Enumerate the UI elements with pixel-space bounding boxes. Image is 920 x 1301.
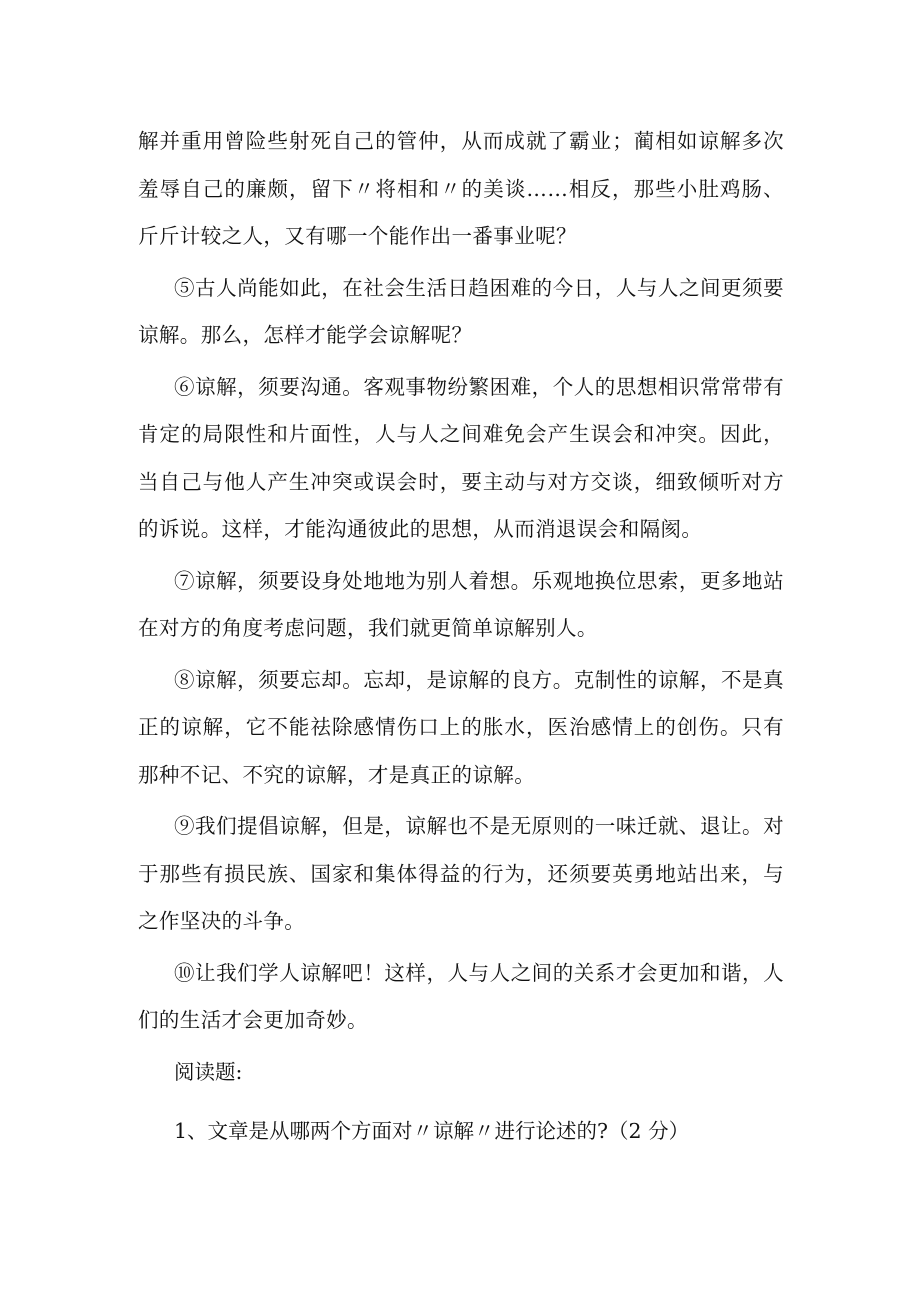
section-label-reading: 阅读题: [174, 1059, 243, 1084]
question-1: 1、文章是从哪两个方面对〃谅解〃进行论述的?（2 分） [174, 1119, 690, 1143]
paragraph-continuation: 解并重用曾险些射死自己的管仲，从而成就了霸业；蔺相如谅解多次羞辱自己的廉颇，留下〃将相和〃的美谈……相反，那些小肚鸡肠、斤斤计较之人，又有哪一个能作出一番事业呢？ [138, 129, 784, 248]
paragraph-7: ⑦谅解，须要设身处地地为别人着想。乐观地换位思索，更多地站在对方的角度考虑问题，我们就更简单谅解别人。 [138, 568, 784, 640]
paragraph-10: ⑩让我们学人谅解吧！这样，人与人之间的关系才会更加和谐，人们的生活才会更加奇妙。 [138, 960, 784, 1032]
paragraph-6: ⑥谅解，须要沟通。客观事物纷繁困难，个人的思想相识常常带有肯定的局限性和片面性，人与人之间难免会产生误会和冲突。因此，当自己与他人产生冲突或误会时，要主动与对方交谈，细致倾听对方的诉说。这样，才能沟通彼此的思想，从而消退误会和隔阂。 [138, 374, 784, 541]
paragraph-8: ⑧谅解，须要忘却。忘却，是谅解的良方。克制性的谅解，不是真正的谅解，它不能祛除感情伤口上的胀水，医治感情上的创伤。只有那种不记、不究的谅解，才是真正的谅解。 [138, 667, 784, 787]
document-body [138, 118, 784, 1156]
paragraph-9: ⑨我们提倡谅解，但是，谅解也不是无原则的一味迁就、退让。对于那些有损民族、国家和集体得益的行为，还须要英勇地站出来，与之作坚决的斗争。 [138, 814, 784, 933]
paragraph-5: ⑤古人尚能如此，在社会生活日趋困难的今日，人与人之间更须要谅解。那么，怎样才能学会谅解呢？ [138, 275, 784, 347]
